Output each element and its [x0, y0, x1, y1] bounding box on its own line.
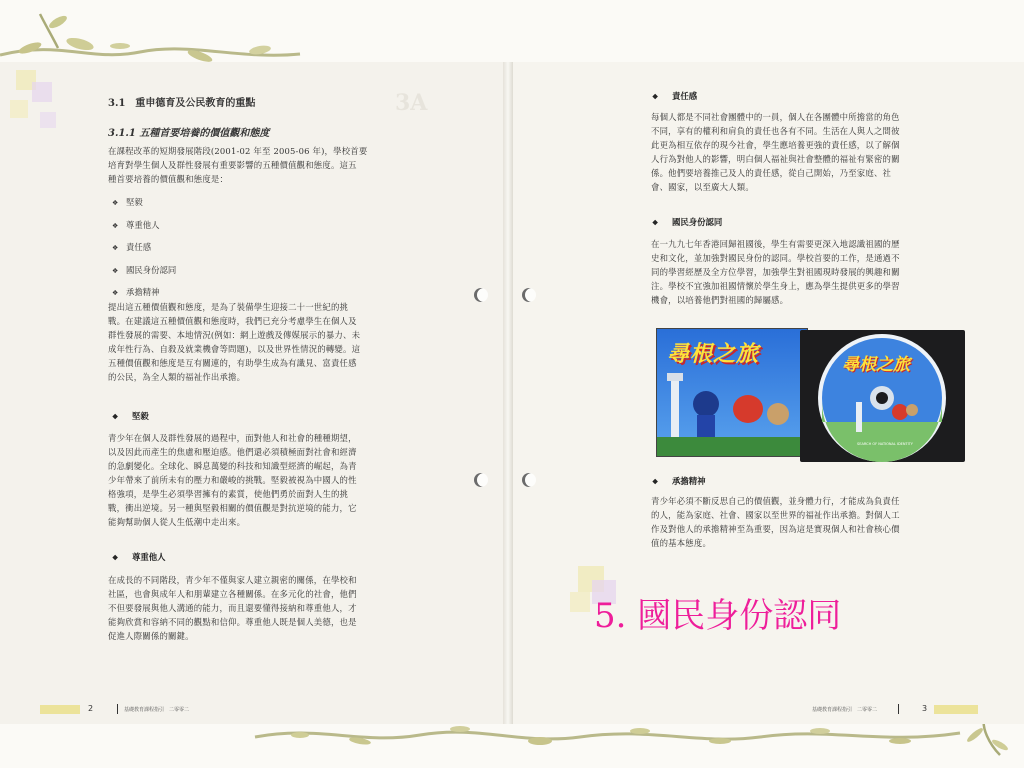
footer-color-bar: [40, 705, 80, 714]
footer-divider: [898, 704, 899, 714]
binder-hole: [474, 473, 488, 487]
cd-disc-case: [800, 330, 965, 462]
commitment-paragraph: 青少年必須不斷反思自己的價值觀，並身體力行，才能成為負責任 的人，能為家庭、社會、國家以至世界的福祉作出承擔。對個人工 作及對他人的承擔精神至為重要，因為這是實現個人和社會核心價 值的基本態度。: [651, 496, 900, 548]
identity-heading: ❖ 國民身份認同: [652, 217, 723, 227]
diamond-bullet-icon: ❖: [652, 92, 659, 101]
diamond-bullet-icon: ❖: [112, 244, 119, 252]
diamond-bullet-icon: ❖: [652, 477, 659, 486]
subsection-title: 3.1.1 五種首要培養的價值觀和態度: [108, 128, 270, 139]
page-number: 3: [922, 704, 928, 713]
perseverance-paragraph: 青少年在個人及群性發展的過程中，面對他人和社會的種種期望， 以及因此而產生的焦慮和壓迫感。他們還必須積極面對社會和經濟 的急劇變化。全球化、瞬息萬變的科技和知識型經濟的崛起，為青 少年帶來了前所未有的壓力和嚴峻的挑戰。堅毅被視為中國人的性 格強項，是學生必須學習擁有的素質，使他們勇於面對人生的挑 戰，衝出逆境。另一種與堅毅相關的價值觀是對抗逆境的能力，它 能夠幫助個人從人生低潮中走出來。: [108, 433, 357, 527]
binder-hole: [474, 288, 488, 302]
diamond-bullet-icon: ❖: [112, 412, 119, 421]
diamond-bullet-icon: ❖: [112, 553, 119, 562]
decorative-squares-left: [10, 70, 70, 160]
respect-paragraph: 在成長的不同階段，青少年不僅與家人建立親密的關係，在學校和 社區，也會與成年人和朋輩建立各種關係。在多元化的社會，他們 不但要發展與他人溝通的能力，而且還要懂得接納和尊重他人，才 能夠欣賞和容納不同的觀點和信仰。尊重他人既是個人美德，也是 促進人際關係的關鍵。: [108, 575, 357, 641]
cd-disc-subtitle: SEARCH OF NATIONAL IDENTITY: [857, 442, 913, 446]
cd-disc-title: 尋根之旅: [842, 355, 910, 375]
value-list-item: ❖ 國民身份認同: [112, 265, 177, 275]
diamond-bullet-icon: ❖: [112, 199, 119, 207]
rationale-paragraph: 提出這五種價值觀和態度，是為了裝備學生迎接二十一世紀的挑 戰。在建議這五種價值觀和態度時，我們已充分考慮學生在個人及 群性發展的需要、本地情況(例如：網上遊戲及傳媒展示的暴力、未 成年性行為、自殺及就業機會等問題)，以及世界性情況的轉變。這 五種價值觀和態度是互有關連的，有助學生成為有識見、富責任感 的公民，為全人類的福祉作出承擔。: [108, 302, 361, 382]
binder-hole: [522, 473, 536, 487]
responsibility-paragraph: 每個人都是不同社會團體中的一員，個人在各團體中所擔當的角色 不同，享有的權利和肩負的責任也各有不同。生活在人與人之間彼 此更為相互依存的現今社會，學生應培養更強的責任感，以了解個 人行為對他人的影響，明白個人福祉與社會整體的福祉有緊密的關 係。他們要培養推己及人的責任感，從自己開始，乃至家庭、社 會、國家，以至廣大人類。: [651, 112, 900, 192]
section-title: 3.1 重申德育及公民教育的重點: [108, 98, 256, 109]
footer-divider: [117, 704, 118, 714]
vine-decoration-top: [0, 0, 1024, 70]
commitment-heading: ❖ 承擔精神: [652, 476, 706, 486]
perseverance-heading: ❖ 堅毅: [112, 411, 149, 421]
footer-text: 基礎教育課程指引 二零零二: [124, 707, 190, 713]
page-watermark-3a: 3A: [395, 90, 428, 116]
page-number: 2: [88, 704, 94, 713]
book-spine: [503, 62, 513, 724]
value-list-item: ❖ 尊重他人: [112, 220, 160, 230]
identity-paragraph: 在一九九七年香港回歸祖國後，學生有需要更深入地認識祖國的歷 史和文化，並加強對國民身份的認同。學校首要的工作，是通過不 同的學習經歷及全方位學習，加強學生對祖國現時發展的興趣和關 注。學校不宜強加祖國情懷於學生身上，應為學生提供更多的學習 機會，以培養他們對祖國的歸屬感。: [651, 239, 900, 305]
value-list-item: ❖ 承擔精神: [112, 287, 160, 297]
value-list-item: ❖ 責任感: [112, 242, 152, 252]
diamond-bullet-icon: ❖: [112, 222, 119, 230]
cd-cover-title: 尋根之旅: [667, 341, 760, 367]
diamond-bullet-icon: ❖: [652, 218, 659, 227]
intro-paragraph: 在課程改革的短期發展階段(2001-02 年至 2005-06 年)，學校首要 培育對學生個人及群性發展有重要影響的五種價值觀和態度。這五 種首要培養的價值觀和態度是：: [108, 146, 368, 184]
cd-cover-image: [656, 328, 808, 457]
diamond-bullet-icon: ❖: [112, 289, 119, 297]
value-list-item: ❖ 堅毅: [112, 197, 143, 207]
footer-color-bar: [934, 705, 978, 714]
diamond-bullet-icon: ❖: [112, 267, 119, 275]
binder-hole: [522, 288, 536, 302]
responsibility-heading: ❖ 責任感: [652, 91, 698, 101]
respect-heading: ❖ 尊重他人: [112, 552, 166, 562]
slide-caption: 5. 國民身份認同: [594, 596, 842, 636]
footer-text: 基礎教育課程指引 二零零二: [812, 707, 878, 713]
